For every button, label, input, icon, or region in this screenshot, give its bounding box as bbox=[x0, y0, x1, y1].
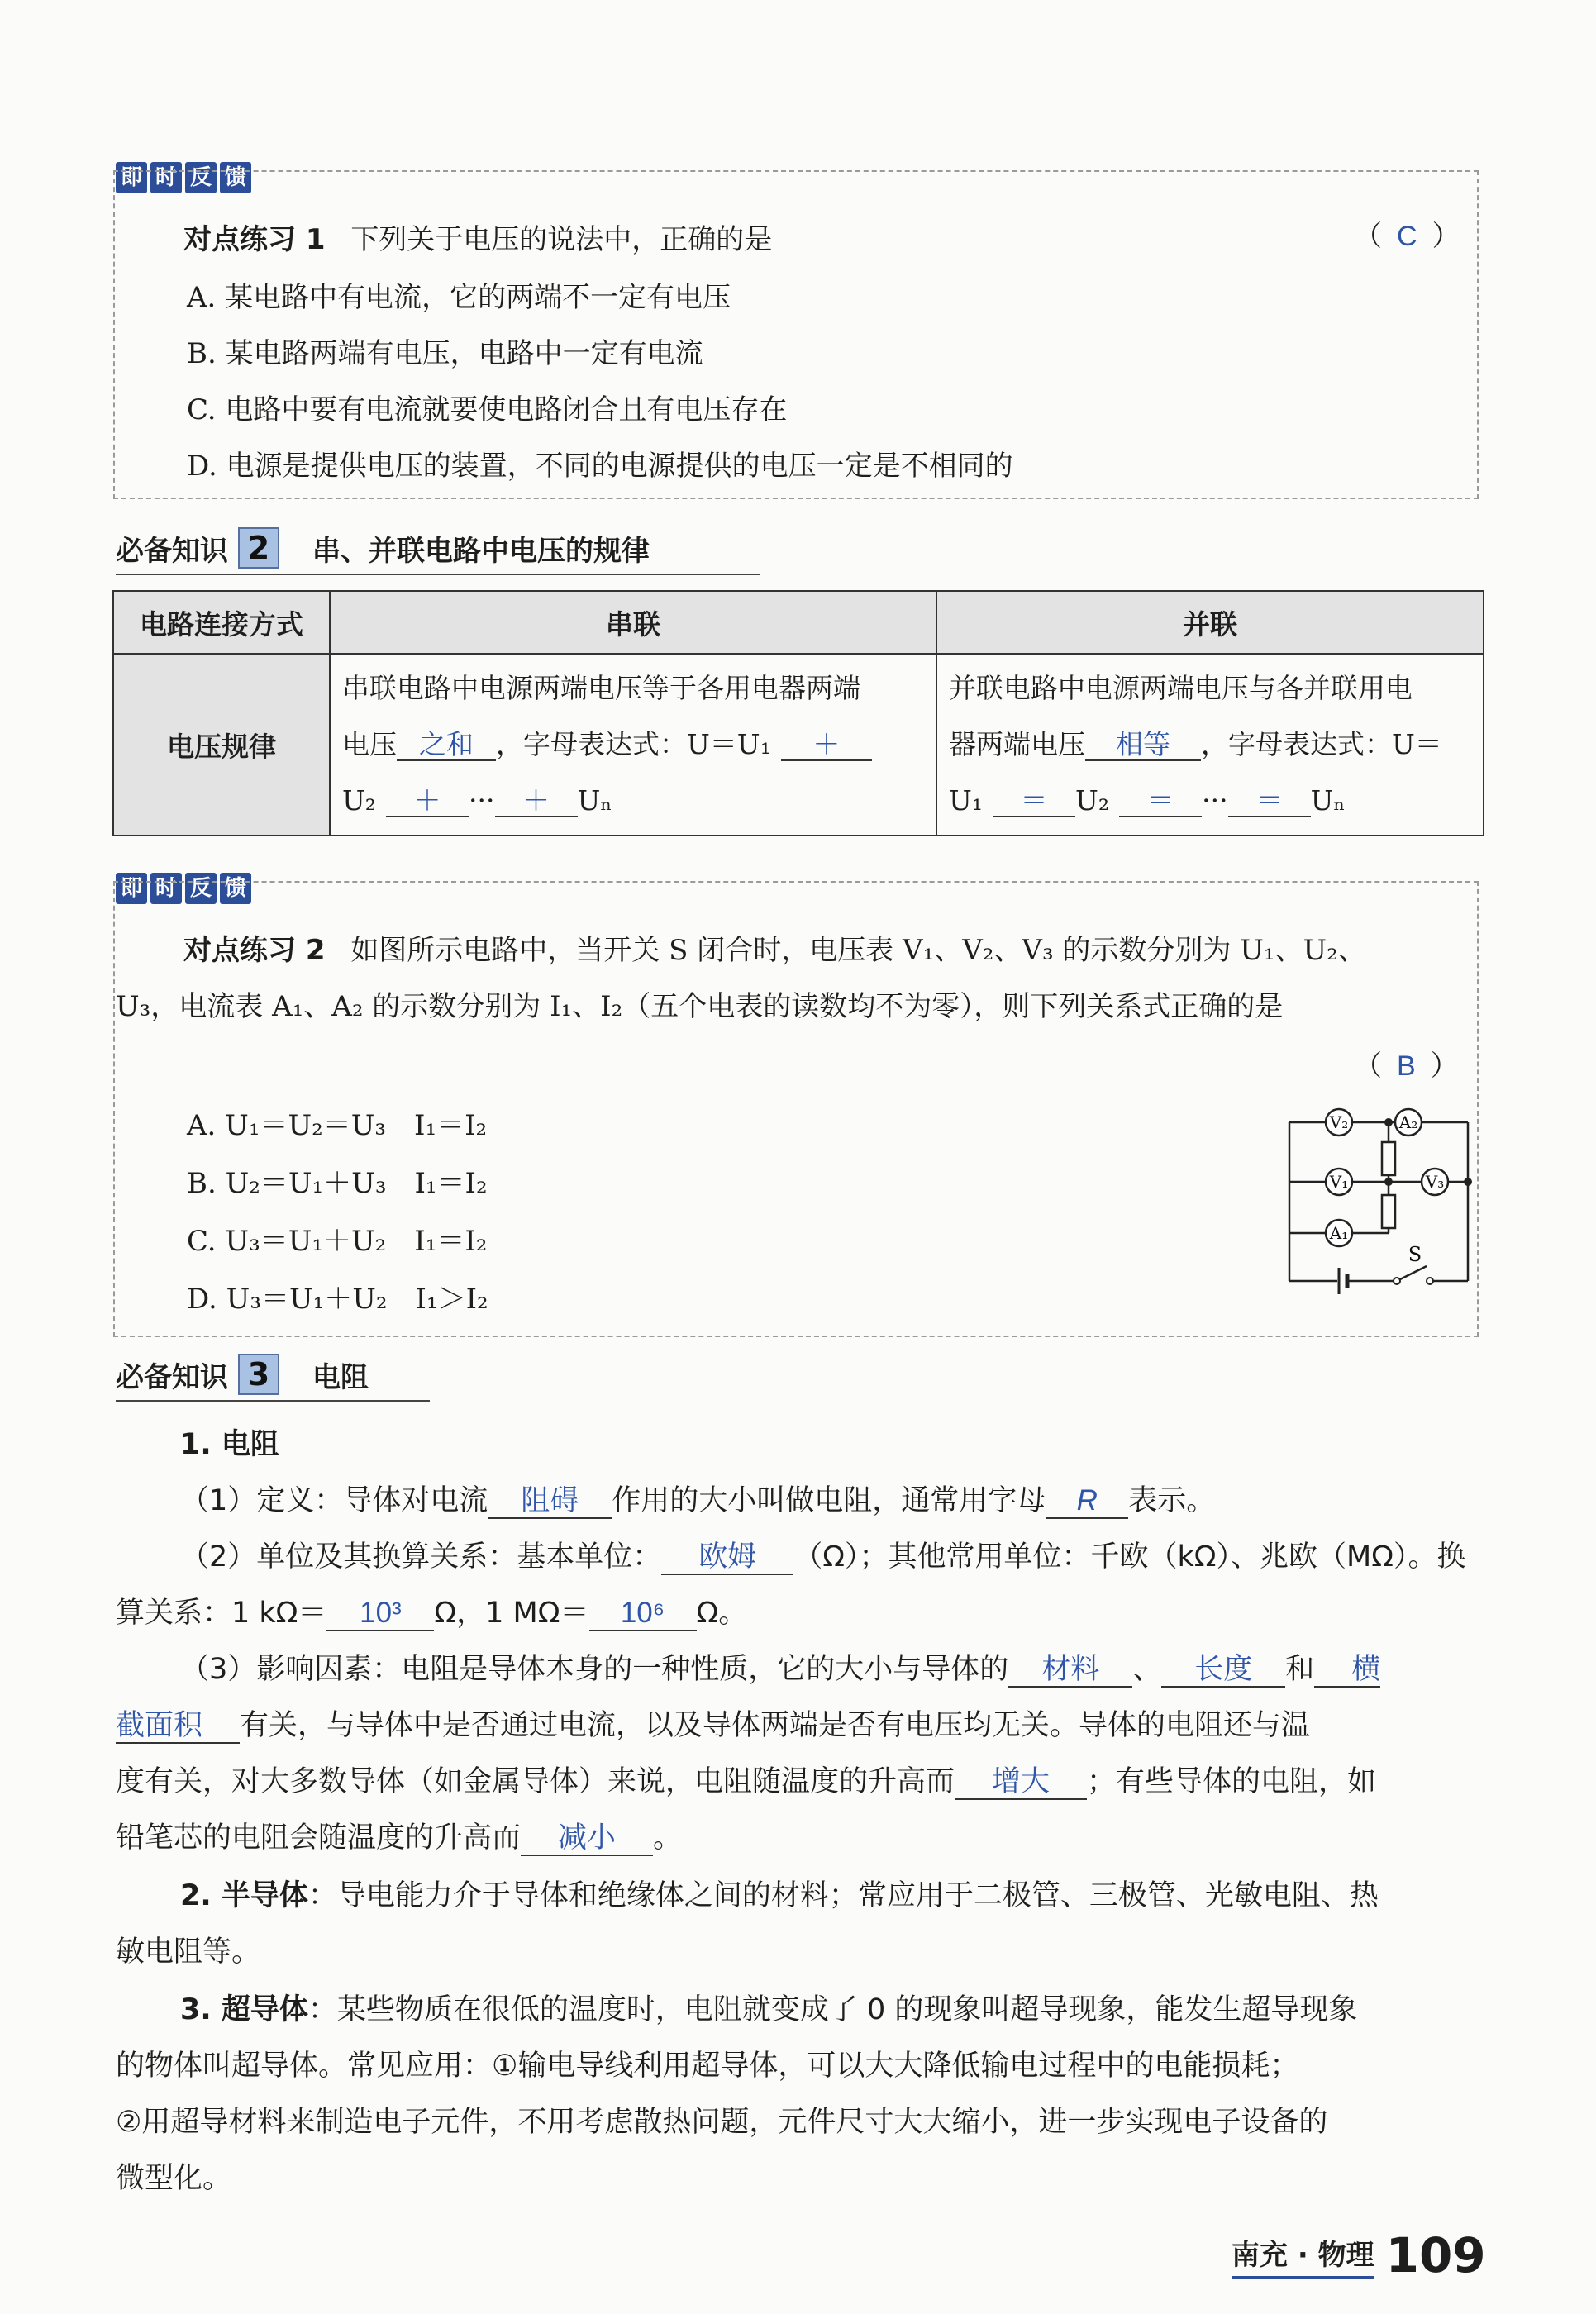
text: ：导电能力介于导体和绝缘体之间的材料；常应用于二极管、三极管、光敏电阻、热 bbox=[307, 1879, 1379, 1912]
text: （Ω）；其他常用单位：千欧（kΩ）、兆欧（MΩ）。换 bbox=[793, 1540, 1466, 1574]
resistance-factor-line-1 bbox=[180, 1641, 1380, 1697]
text: 表示。 bbox=[1128, 1484, 1216, 1517]
ex1-question-line bbox=[183, 217, 772, 257]
blank-increase: 增大 bbox=[955, 1766, 1087, 1800]
section-number: 3 bbox=[238, 1354, 279, 1395]
parallel-blank-2: ＝ bbox=[993, 786, 1075, 817]
table-header-series: 串联 bbox=[330, 591, 936, 654]
text: Ω。 bbox=[696, 1597, 748, 1630]
text: Ω，1 MΩ＝ bbox=[434, 1597, 589, 1630]
meter-v2-label: V₂ bbox=[1329, 1112, 1349, 1132]
text: ··· bbox=[1202, 784, 1228, 817]
text: ：某些物质在很低的温度时，电阻就变成了 0 的现象叫超导现象，能发生超导现象 bbox=[307, 1993, 1358, 2026]
ex1-option-d: D. 电源是提供电压的装置，不同的电源提供的电压一定是不相同的 bbox=[187, 450, 1013, 483]
text: 有关，与导体中是否通过电流，以及导体两端是否有电压均无关。导体的电阻还与温 bbox=[240, 1709, 1311, 1742]
badge-char: 馈 bbox=[220, 873, 251, 904]
text: 电压 bbox=[342, 728, 397, 760]
paren-open: （ bbox=[1354, 1050, 1382, 1083]
text: U₂ bbox=[342, 784, 377, 817]
series-blank-4: ＋ bbox=[495, 786, 578, 817]
blank-ohm: 欧姆 bbox=[661, 1541, 793, 1575]
meter-v1-label: V₁ bbox=[1329, 1172, 1349, 1192]
table-row-label: 电压规律 bbox=[113, 654, 330, 836]
badge-char: 时 bbox=[150, 162, 182, 193]
semiconductor-heading: 2. 半导体 bbox=[180, 1879, 308, 1912]
blank-letter: R bbox=[1046, 1485, 1128, 1519]
ex1-answer-value: C bbox=[1397, 221, 1417, 252]
badge-char: 时 bbox=[150, 873, 182, 904]
series-blank-3: ＋ bbox=[386, 786, 469, 817]
text: Uₙ bbox=[577, 784, 612, 817]
resistance-factor-line-2 bbox=[116, 1697, 1310, 1754]
section-3-heading bbox=[116, 1354, 430, 1402]
text: 。 bbox=[653, 1821, 683, 1855]
semiconductor-line-1 bbox=[180, 1868, 1379, 1924]
text: ；有些导体的电阻，如 bbox=[1087, 1765, 1377, 1798]
badge-char: 即 bbox=[116, 162, 147, 193]
superconductor-line-4: 微型化。 bbox=[116, 2162, 232, 2195]
blank-mohm: 10⁶ bbox=[589, 1597, 697, 1631]
parallel-line-3 bbox=[949, 773, 1471, 829]
parallel-blank-1: 相等 bbox=[1085, 730, 1201, 761]
badge-char: 反 bbox=[185, 162, 217, 193]
section-2-heading bbox=[116, 527, 760, 575]
text: ··· bbox=[469, 784, 495, 817]
blank-kohm: 10³ bbox=[326, 1597, 434, 1631]
blank-material: 材料 bbox=[1008, 1654, 1132, 1688]
badge-char: 馈 bbox=[220, 162, 251, 193]
parallel-blank-4: ＝ bbox=[1228, 786, 1311, 817]
text: U₁ bbox=[949, 784, 984, 817]
text: 、 bbox=[1132, 1653, 1162, 1686]
ex2-question-1: 如图所示电路中，当开关 S 闭合时，电压表 V₁、V₂、V₃ 的示数分别为 U₁、U₂、 bbox=[350, 934, 1366, 967]
text: 器两端电压 bbox=[949, 728, 1085, 760]
blank-hinder: 阻碍 bbox=[488, 1485, 612, 1519]
circuit-diagram bbox=[1273, 1091, 1479, 1306]
resistance-heading: 1. 电阻 bbox=[180, 1428, 279, 1461]
text: 作用的大小叫做电阻，通常用字母 bbox=[612, 1484, 1046, 1517]
resistance-unit-line-2 bbox=[116, 1585, 747, 1641]
ex2-option-d: D. U₃＝U₁＋U₂ I₁＞I₂ bbox=[187, 1283, 488, 1316]
ex1-option-b: B. 某电路两端有电压，电路中一定有电流 bbox=[187, 337, 703, 370]
ex2-option-c: C. U₃＝U₁＋U₂ I₁＝I₂ bbox=[187, 1225, 488, 1258]
superconductor-heading: 3. 超导体 bbox=[180, 1993, 308, 2026]
meter-a2-label: A₂ bbox=[1398, 1112, 1418, 1132]
ex1-answer bbox=[1354, 213, 1460, 254]
table-header-method: 电路连接方式 bbox=[113, 591, 330, 654]
ex1-option-c: C. 电路中要有电流就要使电路闭合且有电压存在 bbox=[187, 393, 788, 426]
superconductor-line-1 bbox=[180, 1982, 1357, 2038]
text: （1）定义：导体对电流 bbox=[180, 1484, 488, 1517]
resistance-factor-line-3 bbox=[116, 1754, 1376, 1810]
text: 度有关，对大多数导体（如金属导体）来说，电阻随温度的升高而 bbox=[116, 1765, 955, 1798]
resistance-factor-line-4 bbox=[116, 1810, 682, 1866]
parallel-cell bbox=[936, 654, 1484, 836]
series-blank-1: 之和 bbox=[397, 730, 496, 761]
parallel-line-2 bbox=[949, 717, 1471, 773]
ex2-option-b: B. U₂＝U₁＋U₃ I₁＝I₂ bbox=[187, 1167, 488, 1200]
series-line-3 bbox=[342, 773, 924, 829]
text: （3）影响因素：电阻是导体本身的一种性质，它的大小与导体的 bbox=[180, 1653, 1009, 1686]
series-line-1: 串联电路中电源两端电压等于各用电器两端 bbox=[342, 672, 860, 704]
ex2-answer bbox=[1354, 1043, 1459, 1083]
paren-open: （ bbox=[1354, 220, 1382, 253]
semiconductor-line-2: 敏电阻等。 bbox=[116, 1935, 261, 1969]
paren-close: ） bbox=[1432, 220, 1460, 253]
footer bbox=[1232, 2227, 1486, 2283]
footer-label: 南充 · 物理 bbox=[1232, 2232, 1374, 2279]
series-cell bbox=[330, 654, 936, 836]
text: Uₙ bbox=[1310, 784, 1346, 817]
text: 和 bbox=[1285, 1653, 1315, 1686]
voltage-rules-table bbox=[112, 590, 1484, 836]
ex1-option-a: A. 某电路中有电流，它的两端不一定有电压 bbox=[187, 281, 731, 314]
badge-char: 反 bbox=[185, 873, 217, 904]
ex2-answer-value: B bbox=[1397, 1050, 1416, 1082]
resistance-definition bbox=[180, 1473, 1215, 1529]
section-prefix: 必备知识 bbox=[116, 1360, 228, 1394]
ex1-question: 下列关于电压的说法中，正确的是 bbox=[350, 223, 773, 256]
meter-v3-label: V₃ bbox=[1425, 1172, 1445, 1192]
section-number: 2 bbox=[238, 527, 279, 569]
superconductor-line-2: 的物体叫超导体。常见应用：①输电导线利用超导体，可以大大降低输电过程中的电能损耗； bbox=[116, 2050, 1299, 2083]
blank-decrease: 减小 bbox=[521, 1822, 653, 1856]
parallel-line-1: 并联电路中电源两端电压与各并联用电 bbox=[949, 672, 1413, 704]
text: U₂ bbox=[1075, 784, 1110, 817]
badge-char: 即 bbox=[116, 873, 147, 904]
section-prefix: 必备知识 bbox=[116, 534, 228, 568]
superconductor-line-3: ②用超导材料来制造电子元件，不用考虑散热问题，元件尺寸大大缩小，进一步实现电子设备的 bbox=[116, 2106, 1328, 2139]
meter-a1-label: A₁ bbox=[1329, 1223, 1349, 1243]
paren-close: ） bbox=[1430, 1050, 1459, 1083]
ex2-label: 对点练习 2 bbox=[183, 934, 326, 967]
text: （2）单位及其换算关系：基本单位： bbox=[180, 1540, 662, 1574]
table-header-parallel: 并联 bbox=[936, 591, 1484, 654]
blank-area-part-1: 横 bbox=[1314, 1654, 1380, 1688]
text: ，字母表达式：U＝ bbox=[1201, 728, 1442, 760]
blank-length: 长度 bbox=[1161, 1654, 1285, 1688]
switch-label: S bbox=[1408, 1243, 1422, 1266]
section-title: 电阻 bbox=[312, 1360, 369, 1394]
ex2-option-a: A. U₁＝U₂＝U₃ I₁＝I₂ bbox=[187, 1109, 488, 1142]
parallel-blank-3: ＝ bbox=[1119, 786, 1202, 817]
text: ，字母表达式：U＝U₁ bbox=[496, 728, 771, 760]
text: 铅笔芯的电阻会随温度的升高而 bbox=[116, 1821, 522, 1855]
series-blank-2: ＋ bbox=[781, 730, 872, 761]
ex1-label: 对点练习 1 bbox=[183, 223, 326, 256]
ex2-question-2: U₃，电流表 A₁、A₂ 的示数分别为 I₁、I₂（五个电表的读数均不为零），则下列关系式正确的是 bbox=[116, 990, 1284, 1023]
series-line-2 bbox=[342, 717, 924, 773]
ex2-question-line-1 bbox=[183, 927, 1366, 968]
resistance-unit-line-1 bbox=[180, 1529, 1466, 1585]
section-title: 串、并联电路中电压的规律 bbox=[312, 534, 650, 568]
text: 算关系：1 kΩ＝ bbox=[116, 1597, 327, 1630]
blank-area-part-2: 截面积 bbox=[116, 1710, 240, 1744]
page-number: 109 bbox=[1385, 2227, 1486, 2283]
